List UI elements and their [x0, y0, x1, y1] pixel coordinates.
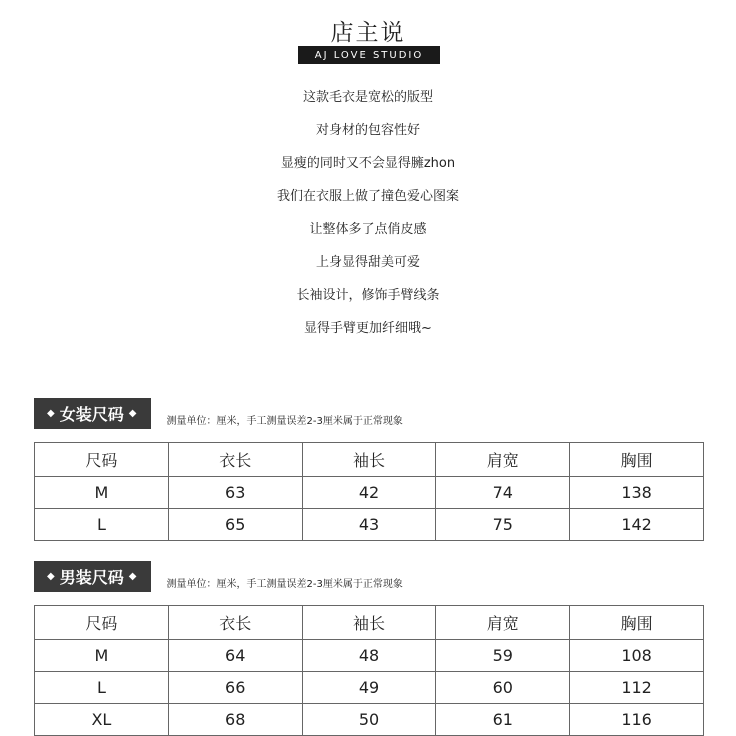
table-row	[35, 640, 704, 672]
table-cell: 49	[302, 672, 436, 704]
table-cell: 61	[436, 704, 570, 736]
diamond-icon: ◆	[128, 408, 137, 419]
table-cell: 116	[570, 704, 704, 736]
table-cell: 42	[302, 477, 436, 509]
description-line: 对身材的包容性好	[315, 123, 420, 138]
table-cell: 59	[436, 640, 570, 672]
men-size-heading	[34, 561, 403, 592]
brand-label: AJ LOVE STUDIO	[298, 46, 440, 64]
description-line: 上身显得甜美可爱	[315, 255, 420, 270]
header-cell: 胸围	[570, 443, 704, 477]
women-size-table	[34, 442, 704, 541]
header-cell: 肩宽	[436, 443, 570, 477]
table-cell: 112	[570, 672, 704, 704]
table-cell: 74	[436, 477, 570, 509]
table-cell: 66	[168, 672, 302, 704]
description-list	[0, 86, 736, 350]
women-size-title: 女装尺码	[59, 405, 124, 424]
table-cell: M	[35, 477, 169, 509]
table-cell: 43	[302, 509, 436, 541]
men-measure-note: 测量单位：厘米，手工测量误差2-3厘米属于正常现象	[166, 579, 403, 590]
header-cell: 袖长	[302, 606, 436, 640]
description-line: 显得手臂更加纤细哦~	[304, 321, 432, 336]
table-cell: 50	[302, 704, 436, 736]
table-row	[35, 509, 704, 541]
table-cell: 142	[570, 509, 704, 541]
women-measure-note: 测量单位：厘米，手工测量误差2-3厘米属于正常现象	[166, 416, 403, 427]
table-cell: 68	[168, 704, 302, 736]
description-line: 这款毛衣是宽松的版型	[302, 90, 433, 105]
table-cell: 65	[168, 509, 302, 541]
header-cell: 衣长	[168, 443, 302, 477]
diamond-icon: ◆	[128, 571, 137, 582]
table-row	[35, 477, 704, 509]
men-size-table	[34, 605, 704, 736]
page-title: 店主说	[330, 20, 406, 46]
table-cell: 63	[168, 477, 302, 509]
men-size-title: 男装尺码	[59, 568, 124, 587]
description-line: 长袖设计，修饰手臂线条	[296, 288, 440, 303]
table-header-row	[35, 443, 704, 477]
women-size-badge	[34, 398, 151, 429]
men-size-badge	[34, 561, 151, 592]
table-cell: L	[35, 509, 169, 541]
header-cell: 肩宽	[436, 606, 570, 640]
diamond-icon: ◆	[47, 408, 55, 419]
table-cell: L	[35, 672, 169, 704]
table-cell: 108	[570, 640, 704, 672]
women-size-heading	[34, 398, 403, 429]
table-cell: M	[35, 640, 169, 672]
table-cell: XL	[35, 704, 169, 736]
diamond-icon: ◆	[47, 571, 55, 582]
table-cell: 64	[168, 640, 302, 672]
table-cell: 138	[570, 477, 704, 509]
description-line: 我们在衣服上做了撞色爱心图案	[276, 189, 459, 204]
table-cell: 60	[436, 672, 570, 704]
header-cell: 袖长	[302, 443, 436, 477]
header-cell: 衣长	[168, 606, 302, 640]
header-cell: 尺码	[35, 443, 169, 477]
header-cell: 胸围	[570, 606, 704, 640]
table-cell: 48	[302, 640, 436, 672]
table-row	[35, 704, 704, 736]
table-header-row	[35, 606, 704, 640]
table-row	[35, 672, 704, 704]
description-line: 显瘦的同时又不会显得臃zhon	[280, 156, 456, 171]
description-line: 让整体多了点俏皮感	[309, 222, 427, 237]
header-cell: 尺码	[35, 606, 169, 640]
table-cell: 75	[436, 509, 570, 541]
